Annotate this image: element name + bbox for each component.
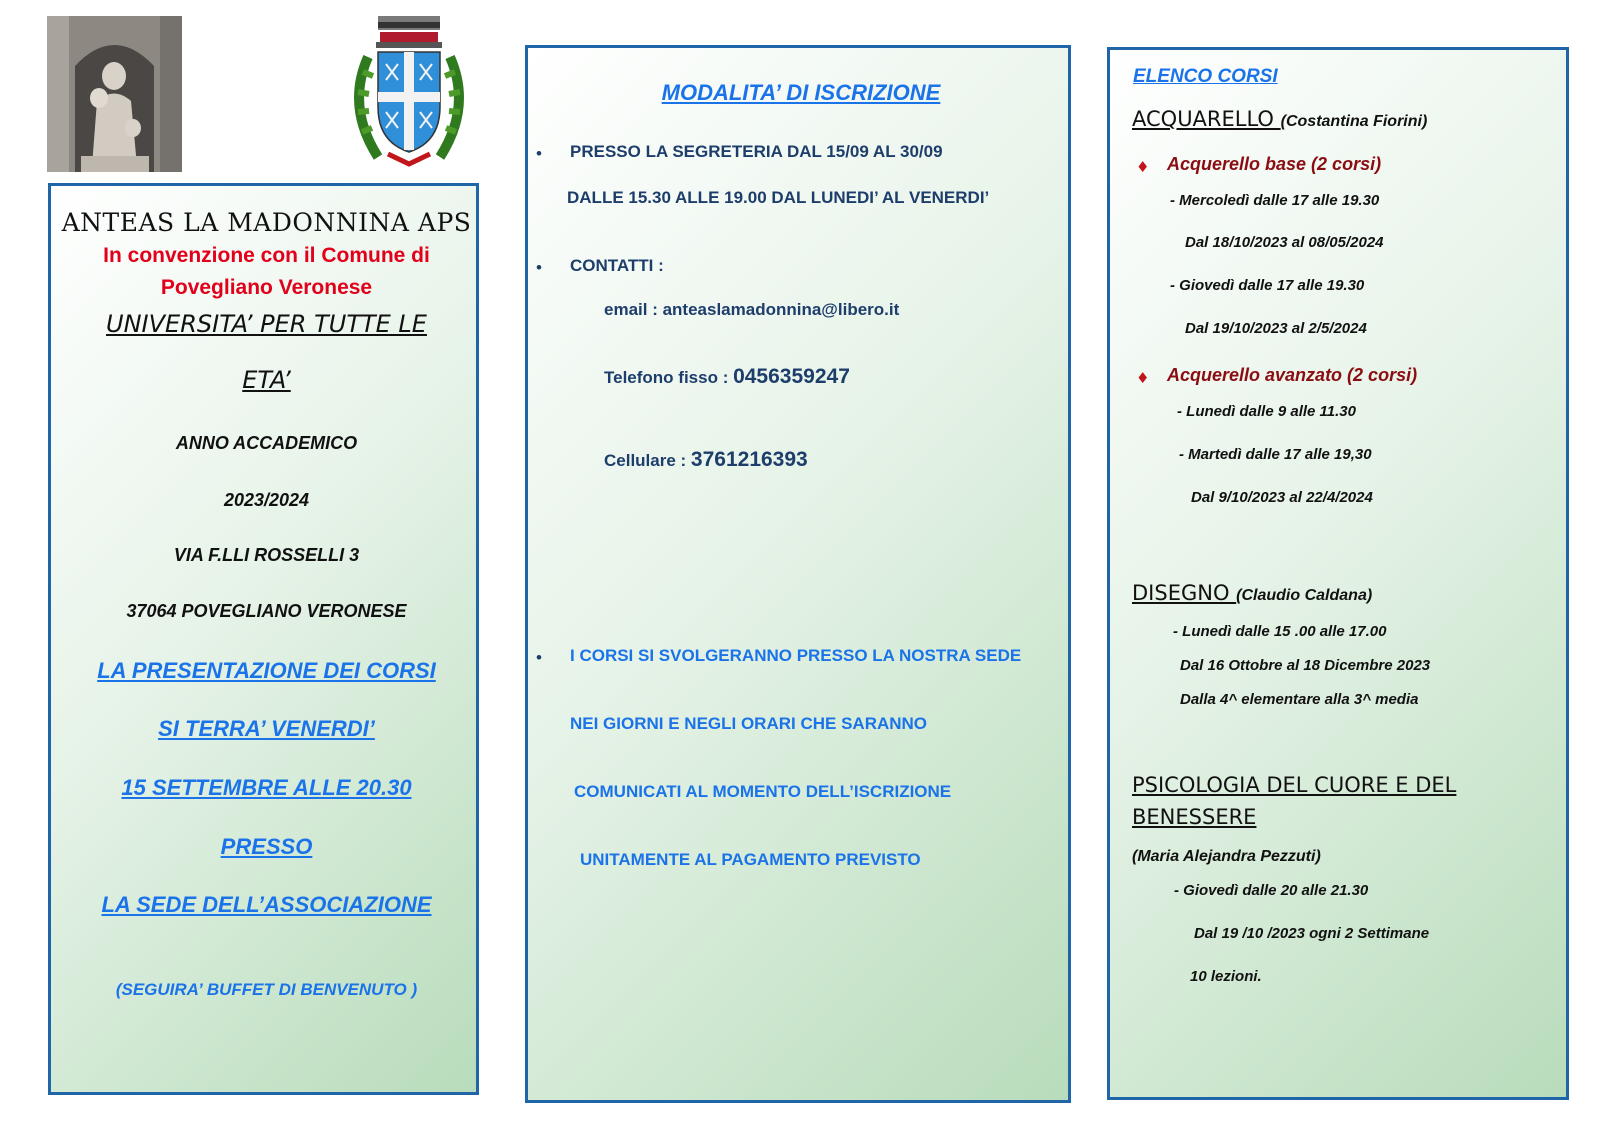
association-title: ANTEAS LA MADONNINA APS — [61, 208, 472, 237]
acquerello-advanced-line-3: Dal 9/10/2023 al 22/4/2024 — [1191, 489, 1373, 506]
university-line-2: ETA’ — [242, 366, 291, 394]
statue-drawing — [47, 16, 182, 172]
registration-line-1: PRESSO LA SEGRETERIA DAL 15/09 AL 30/09 — [570, 142, 943, 161]
course-psicologia-name-2 — [1132, 805, 1256, 829]
course-psicologia-name-1 — [1132, 773, 1456, 797]
course-acquarello-teacher: (Costantina Fiorini) — [1280, 113, 1428, 130]
course-disegno — [1132, 581, 1372, 605]
left-panel — [48, 183, 479, 1095]
buffet-note: (SEGUIRA’ BUFFET DI BENVENUTO ) — [115, 980, 418, 999]
acquerello-base-line-2: Dal 18/10/2023 al 08/05/2024 — [1185, 234, 1384, 251]
acquerello-base-line-4: Dal 19/10/2023 al 2/5/2024 — [1185, 320, 1367, 337]
course-disegno-name: DISEGNO — [1132, 581, 1237, 605]
email-link[interactable]: anteaslamadonnina@libero.it — [662, 300, 900, 319]
statue-photo — [47, 16, 182, 172]
psicologia-line-2: Dal 19 /10 /2023 ogni 2 Settimane — [1194, 925, 1430, 942]
course-acquarello-name: ACQUARELLO — [1132, 107, 1281, 131]
phone-label: Telefono fisso : — [604, 368, 734, 387]
presentation-line-4: PRESSO — [220, 834, 313, 859]
presentation-line-1: LA PRESENTAZIONE DEI CORSI — [97, 658, 436, 683]
address-line-1: VIA F.LLI ROSSELLI 3 — [173, 545, 360, 565]
mobile-row — [604, 448, 808, 472]
courses-line-4: UNITAMENTE AL PAGAMENTO PREVISTO — [580, 850, 921, 869]
psicologia-line-1: - Giovedì dalle 20 alle 21.30 — [1174, 882, 1369, 899]
mobile-label: Cellulare : — [604, 451, 691, 470]
convention-line-1: In convenzione con il Comune di — [103, 244, 430, 267]
contacts-label: CONTATTI : — [570, 256, 664, 275]
email-row — [604, 300, 899, 320]
academic-year-label: ANNO ACCADEMICO — [175, 433, 358, 453]
coat-of-arms-drawing — [338, 12, 480, 172]
email-label: email : — [604, 300, 663, 319]
registration-title: MODALITA’ DI ISCRIZIONE — [661, 80, 941, 105]
course-disegno-teacher: (Claudio Caldana) — [1236, 587, 1373, 604]
right-panel — [1107, 47, 1569, 1100]
acquerello-base-line-1: - Mercoledì dalle 17 alle 19.30 — [1170, 192, 1380, 209]
disegno-line-1: - Lunedì dalle 15 .00 alle 17.00 — [1173, 623, 1387, 640]
disegno-line-3: Dalla 4^ elementare alla 3^ media — [1180, 691, 1419, 708]
phone-row — [604, 365, 850, 389]
courses-list-heading: ELENCO CORSI — [1133, 66, 1278, 87]
acquerello-advanced-title: Acquerello avanzato (2 corsi) — [1167, 365, 1418, 385]
psicologia-line-3: 10 lezioni. — [1190, 968, 1262, 985]
acquerello-advanced-line-1: - Lunedì dalle 9 alle 11.30 — [1177, 403, 1356, 420]
diamond-bullet-icon: ♦ — [1136, 369, 1150, 387]
course-psicologia-teacher: (Maria Alejandra Pezzuti) — [1132, 848, 1321, 865]
course-psicologia-name-line-1: PSICOLOGIA DEL CUORE E DEL — [1132, 773, 1457, 797]
course-acquarello — [1132, 107, 1427, 131]
bullet-courses: • — [536, 648, 542, 667]
acquerello-base-line-3: - Giovedì dalle 17 alle 19.30 — [1170, 277, 1365, 294]
phone-number[interactable]: 0456359247 — [733, 365, 850, 388]
disegno-line-2: Dal 16 Ottobre al 18 Dicembre 2023 — [1180, 657, 1431, 674]
academic-year: 2023/2024 — [223, 490, 310, 510]
acquerello-advanced-line-2: - Martedì dalle 17 alle 19,30 — [1179, 446, 1372, 463]
course-psicologia-name-line-2: BENESSERE — [1132, 805, 1257, 829]
diamond-bullet-icon: ♦ — [1136, 158, 1150, 176]
registration-line-2: DALLE 15.30 ALLE 19.00 DAL LUNEDI’ AL VENERDI’ — [567, 188, 990, 207]
bullet-registration: • — [536, 144, 542, 163]
presentation-line-3: 15 SETTEMBRE ALLE 20.30 — [121, 775, 412, 800]
address-line-2: 37064 POVEGLIANO VERONESE — [126, 601, 407, 621]
acquerello-base-title: Acquerello base (2 corsi) — [1167, 154, 1382, 174]
university-line-1: UNIVERSITA’ PER TUTTE LE — [106, 310, 427, 338]
mobile-number[interactable]: 3761216393 — [690, 448, 808, 471]
courses-line-1: I CORSI SI SVOLGERANNO PRESSO LA NOSTRA SEDE — [570, 646, 1022, 665]
coat-of-arms — [338, 12, 480, 172]
convention-line-2: Povegliano Veronese — [160, 276, 373, 299]
presentation-line-2: SI TERRA’ VENERDI’ — [158, 716, 375, 741]
bullet-contacts: • — [536, 258, 542, 277]
middle-panel — [525, 45, 1071, 1103]
courses-line-3: COMUNICATI AL MOMENTO DELL’ISCRIZIONE — [574, 782, 952, 801]
courses-line-2: NEI GIORNI E NEGLI ORARI CHE SARANNO — [570, 714, 928, 733]
presentation-line-5: LA SEDE DELL’ASSOCIAZIONE — [101, 892, 432, 917]
